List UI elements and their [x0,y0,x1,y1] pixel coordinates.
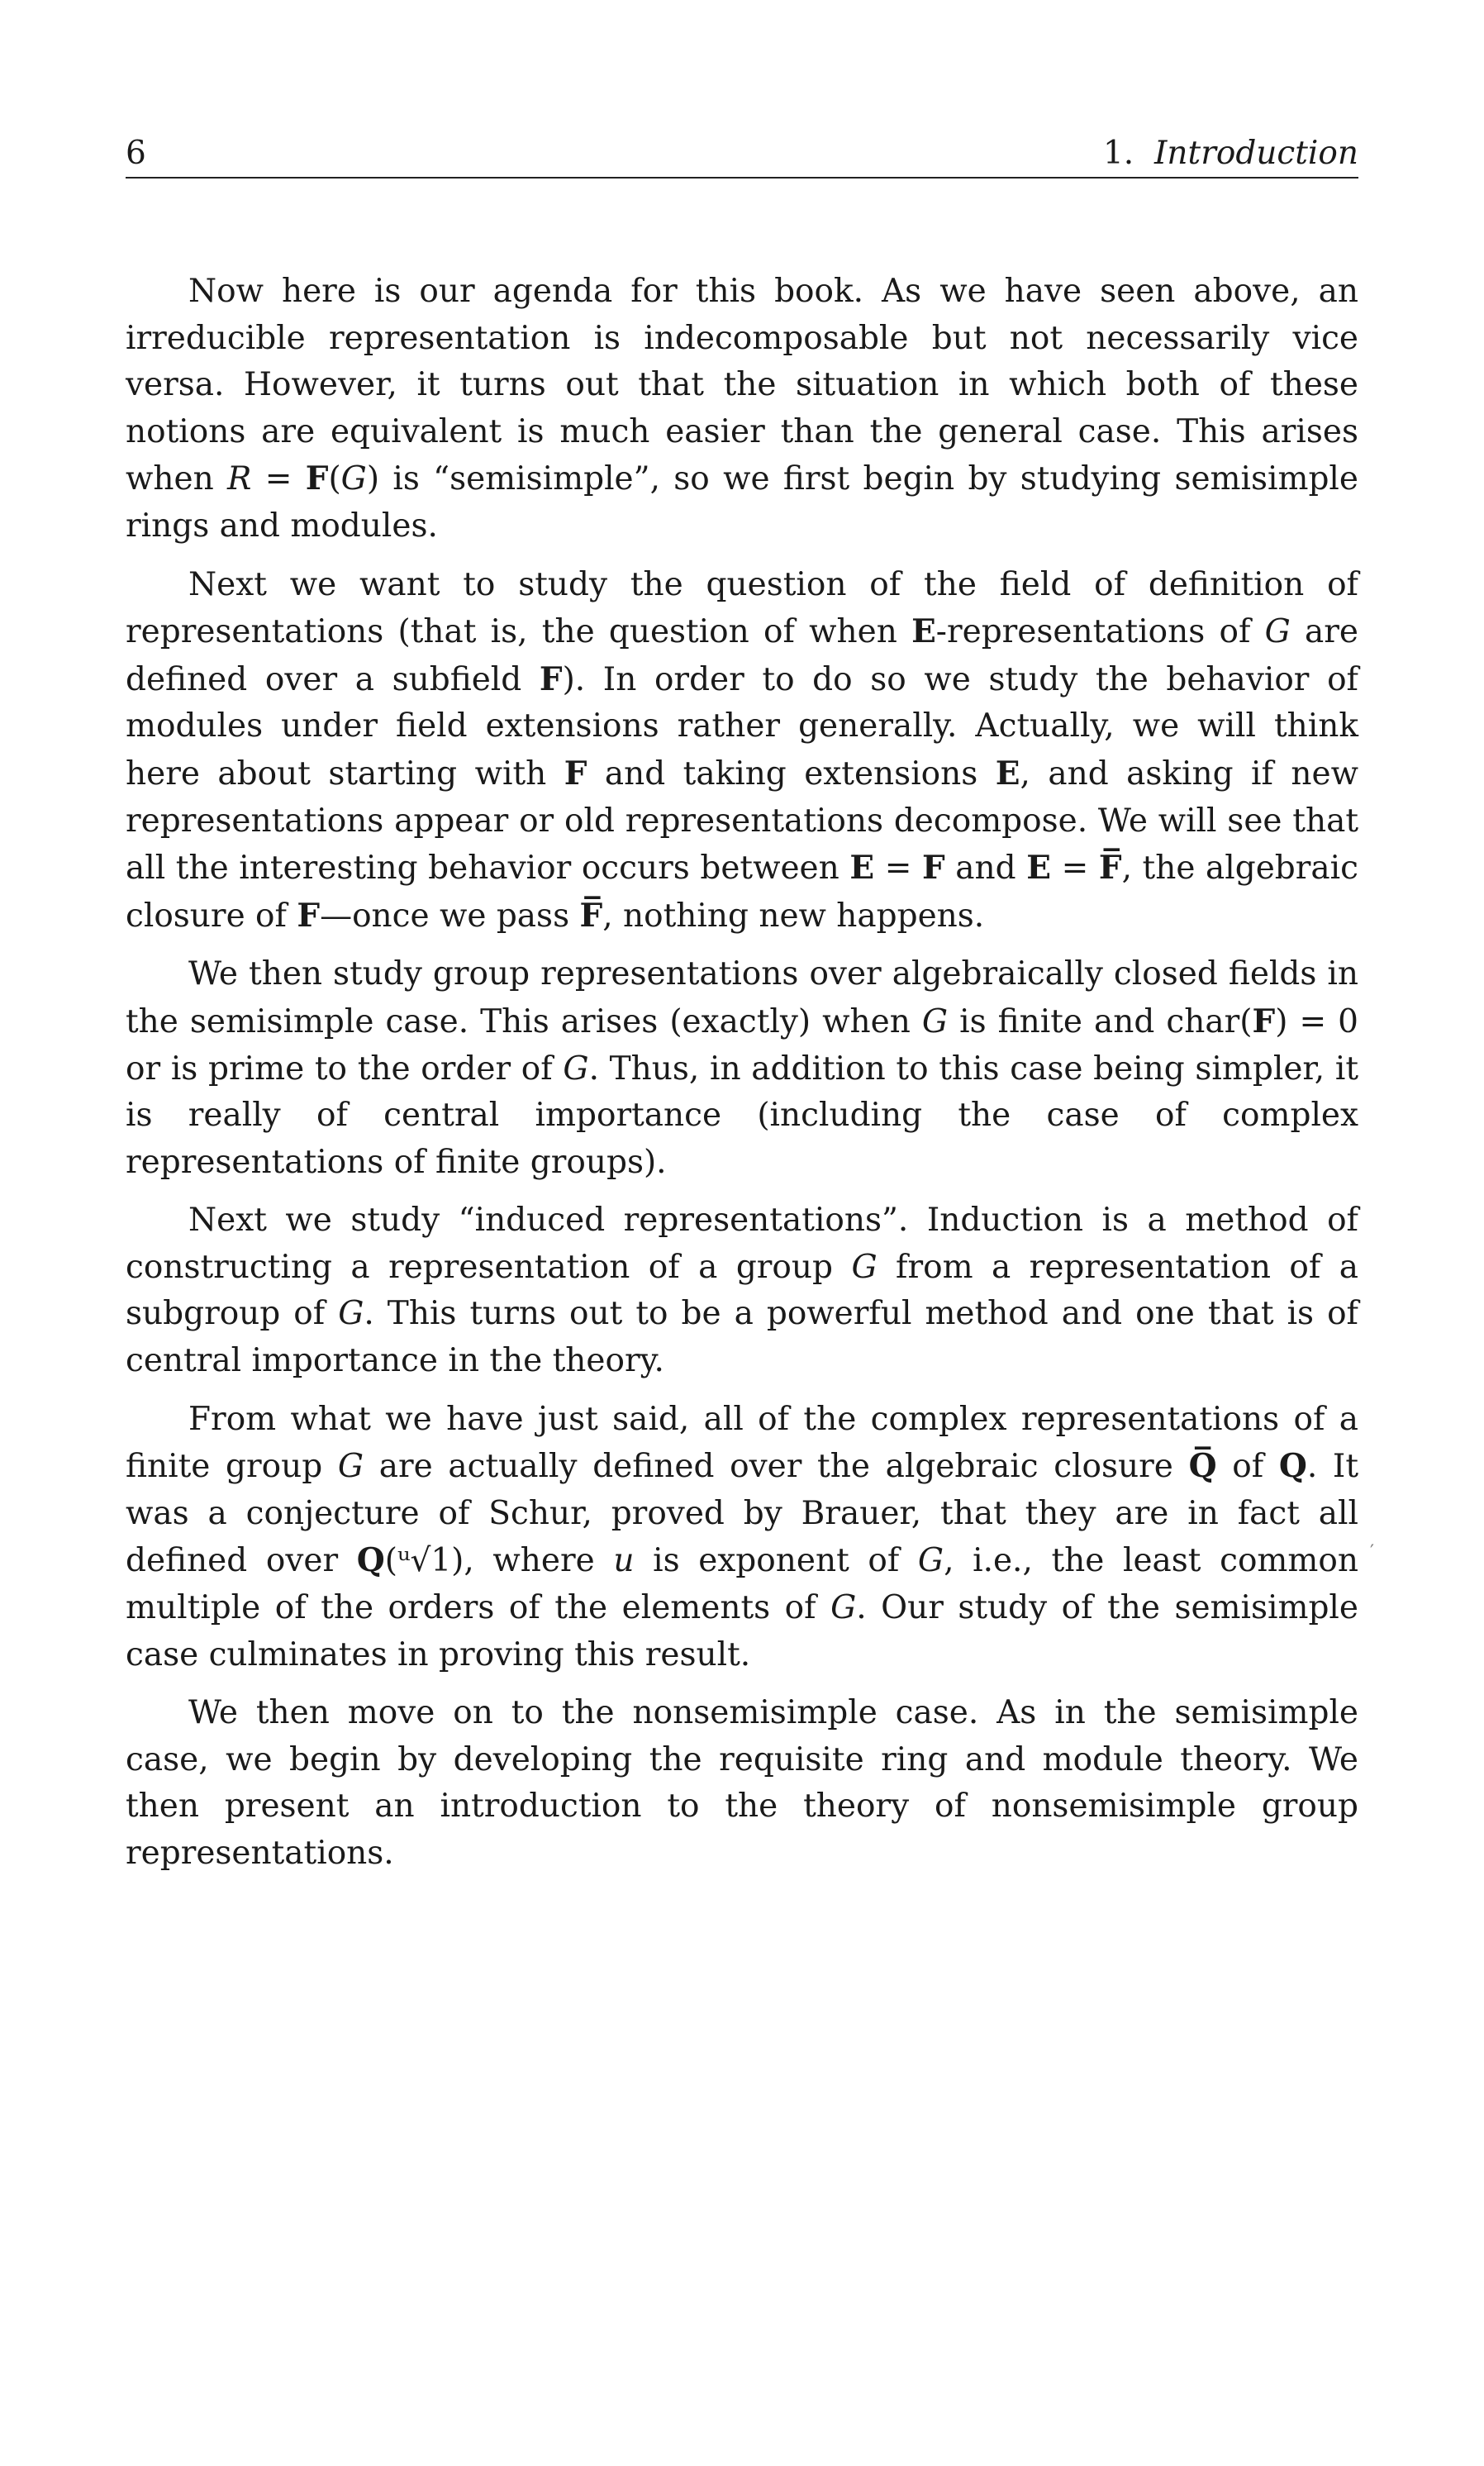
paragraph-nonsemisimple: We then move on to the nonsemisimple case. As in the semisimple case, we begin by developing the requisite ring and module theory. We then present an introduction to the theory of nonsemisimple group representations. [126,1694,1358,1872]
chapter-heading [1103,131,1358,177]
stray-pencil-mark: ′ [1370,1542,1374,1563]
running-head [126,131,1358,179]
paragraph-brauer: From what we have just said, all of the complex representations of a finite group G are actually defined over the algebraic closure Q̅ of Q. It was a conjecture of Schur, proved by Brauer, that they are in fact all defined over Q(ᵘ√1), where u is exponent of G, i.e., the least common multiple of the orders of the elements of G. Our study of the semisimple case culminates in proving this result. [126,1400,1359,1673]
body-text [126,269,1358,1889]
paragraph-agenda: Now here is our agenda for this book. As we have seen above, an irreducible representation is indecomposable but not necessarily vice versa. However, it turns out that the situation in which both of these notions are equivalent is much easier than the general case. This arises when R = F(G) is “semisimple”, so we first begin by studying semisimple rings and modules. [126,273,1358,545]
paragraph-algebraically-closed: We then study group representations over algebraically closed fields in the semisimple case. This arises (exactly) when G is finite and char(F) = 0 or is prime to the order of G. Thus, in addition to this case being simpler, it is really of central importance (including the case of complex representations of finite groups). [126,955,1359,1181]
paragraph-field-of-definition: Next we want to study the question of the field of definition of representations (that is, the question of when E-representations of G are defined over a subfield F). In order to do so we study the behavior of modules under field extensions rather generally. Actually, we will think here about starting with F and taking extensions E, and asking if new representations appear or old representations decompose. We will see that all the interesting behavior occurs between E = F and E = F̅, the algebraic closure of F—once we pass F̅, nothing new happens. [126,565,1358,935]
chapter-title: Introduction [1154,135,1358,172]
paragraph-induced: Next we study “induced representations”. Induction is a method of constructing a representation of a group G from a representation of a subgroup of G. This turns out to be a powerful method and one that is of central importance in the theory. [126,1202,1358,1380]
page-number: 6 [126,135,146,172]
chapter-number: 1. [1102,135,1134,172]
